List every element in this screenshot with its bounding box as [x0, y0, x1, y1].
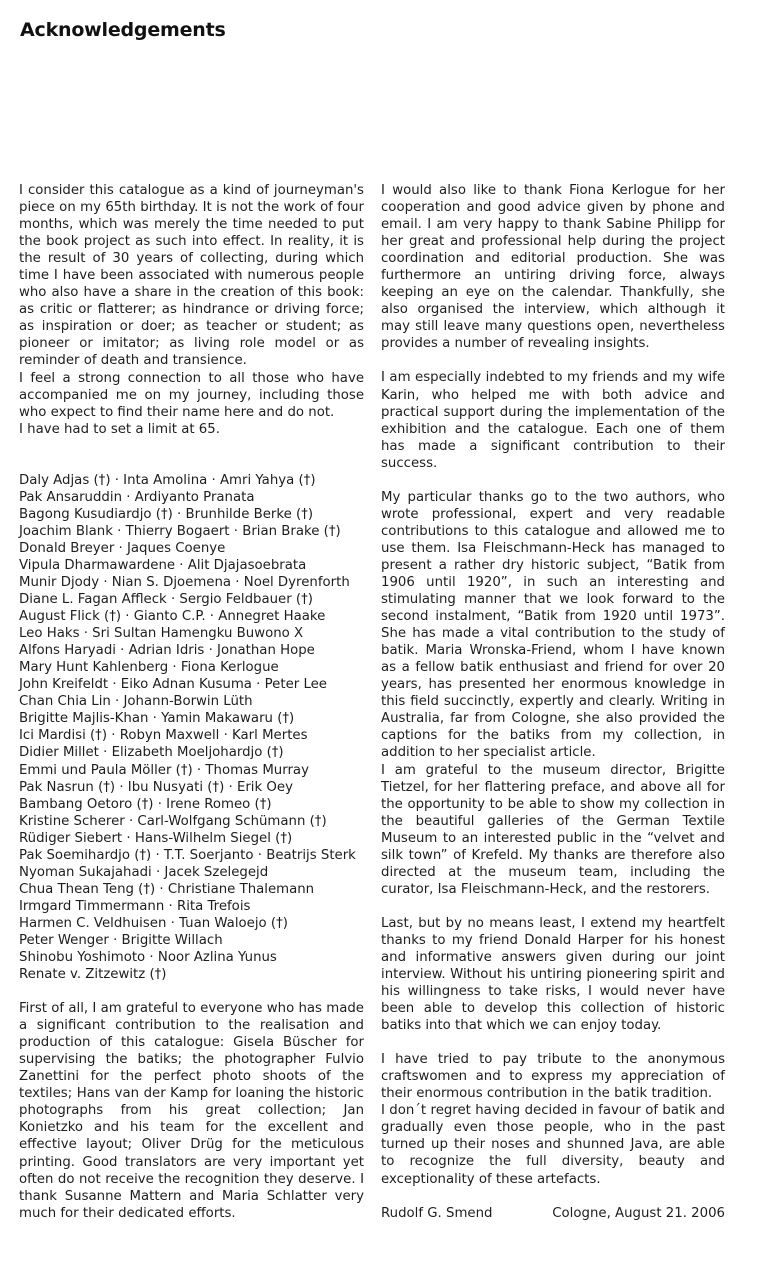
page-title: Acknowledgements	[20, 19, 226, 41]
names-line: Renate v. Zitzewitz (†)	[19, 967, 167, 983]
credits-paragraph: First of all, I am grateful to everyone who has made a significant contribution to the realisation and production of this catalogue: Gisela Büscher for supervising the batiks; the photographer Fulvio Zanettini for the perfect photo shoots of the textiles; Hans van der Kamp for loaning the historic photographs from his great collection; Jan Konietzko and his team for the excellent and effective layout; Oliver Drüg for the meticulous printing. Good translators are very important yet often do not receive the recognition they deserve. I thank Susanne Mattern and Maria Schlatter very much for their dedicated efforts.	[19, 1001, 364, 1221]
names-line: Irmgard Timmermann · Rita Trefois	[19, 898, 251, 914]
names-line: August Flick (†) · Gianto C.P. · Annegret Haake	[19, 609, 326, 625]
names-line: Donald Breyer · Jaques Coenye	[19, 540, 226, 556]
names-line: Pak Nasrun (†) · Ibu Nusyati (†) · Erik Oey	[19, 779, 293, 795]
names-line: Alfons Haryadi · Adrian Idris · Jonathan Hope	[19, 643, 315, 659]
body-paragraph: I don´t regret having decided in favour of batik and gradually even those people, who in the past turned up their noses and shunned Java, are able to recognize the full diversity, beauty and exceptionality of these artefacts.	[381, 1103, 725, 1187]
spacer	[381, 1034, 725, 1051]
body-paragraph: My particular thanks go to the two authors, who wrote professional, expert and very readable contributions to this catalogue and allowed me to use them. Isa Fleischmann-Heck has managed to present a rather dry historic subject, “Batik from 1906 until 1920”, in such an interesting and stimulating manner that we look forward to the second instalment, “Batik from 1920 until 1973”. She has made a vital contribution to the study of batik. Maria Wronska-Friend, whom I have known as a fellow batik enthusiast and friend for over 20 years, has presented her enormous knowledge in this field succinctly, expertly and clearly. Writing in Australia, far from Cologne, she also provided the captions for the batiks from my collection, in addition to her specialist article.	[381, 489, 725, 761]
body-paragraph: I would also like to thank Fiona Kerlogue for her cooperation and good advice given by phone and email. I am very happy to thank Sabine Philipp for her great and professional help during the project coordination and editorial production. She was furthermore an untiring driving force, always keeping an eye on the calendar. Thankfully, she also organised the interview, which although it may still leave many questions open, nevertheless provides a number of revealing insights.	[381, 183, 725, 352]
intro-paragraph: I have had to set a limit at 65.	[19, 421, 220, 437]
names-line: Mary Hunt Kahlenberg · Fiona Kerlogue	[19, 660, 279, 676]
names-line: Didier Millet · Elizabeth Moeljohardjo (†)	[19, 745, 284, 761]
names-line: Vipula Dharmawardene · Alit Djajasoebrata	[19, 557, 307, 573]
names-line: Ici Mardisi (†) · Robyn Maxwell · Karl Mertes	[19, 728, 308, 744]
author-signature: Rudolf G. Smend	[381, 1205, 493, 1221]
names-line: Bambang Oetoro (†) · Irene Romeo (†)	[19, 796, 272, 812]
right-column	[381, 182, 725, 1222]
names-line: Kristine Scherer · Carl-Wolfgang Schümann (†)	[19, 813, 327, 829]
spacer	[381, 472, 725, 489]
names-line: Chan Chia Lin · Johann-Borwin Lüth	[19, 694, 253, 710]
spacer	[381, 352, 725, 369]
names-line: Diane L. Fagan Affleck · Sergio Feldbauer (†)	[19, 592, 313, 608]
body-paragraph: I am grateful to the museum director, Brigitte Tietzel, for her flattering preface, and above all for the opportunity to be able to show my collection in the beautiful galleries of the German Textile Museum to an interested public in the “velvet and silk town” of Krefeld. My thanks are therefore also directed at the museum team, including the curator, Isa Fleischmann-Heck, and the restorers.	[381, 762, 725, 897]
names-line: Brigitte Majlis-Khan · Yamin Makawaru (†)	[19, 711, 295, 727]
intro-paragraph: I feel a strong connection to all those who have accompanied me on my journey, including those who expect to find their name here and do not.	[19, 370, 364, 420]
place-date: Cologne, August 21. 2006	[552, 1205, 725, 1221]
names-line: Emmi und Paula Möller (†) · Thomas Murray	[19, 762, 309, 778]
body-paragraph: Last, but by no means least, I extend my heartfelt thanks to my friend Donald Harper for his honest and informative answers given during our joint interview. Without his untiring pioneering spirit and his willingness to take risks, I would never have been able to develop this collection of historic batiks into that which we can enjoy today.	[381, 915, 725, 1034]
names-line: Chua Thean Teng (†) · Christiane Thalemann	[19, 881, 315, 897]
spacer	[381, 898, 725, 915]
body-paragraph: I am especially indebted to my friends and my wife Karin, who helped me with both advice and practical support during the implementation of the exhibition and the catalogue. Each one of them has made a significant contribution to their success.	[381, 370, 725, 471]
names-line: Bagong Kusudiardjo (†) · Brunhilde Berke (†)	[19, 506, 314, 522]
names-line: Leo Haks · Sri Sultan Hamengku Buwono X	[19, 626, 304, 642]
names-line: Peter Wenger · Brigitte Willach	[19, 932, 223, 948]
spacer	[19, 983, 364, 1000]
names-line: Joachim Blank · Thierry Bogaert · Brian Brake (†)	[19, 523, 341, 539]
left-column	[19, 182, 364, 1222]
names-line: John Kreifeldt · Eiko Adnan Kusuma · Peter Lee	[19, 677, 327, 693]
names-line: Nyoman Sukajahadi · Jacek Szelegejd	[19, 864, 269, 880]
names-line: Pak Ansaruddin · Ardiyanto Pranata	[19, 489, 255, 505]
names-line: Harmen C. Veldhuisen · Tuan Waloejo (†)	[19, 915, 288, 931]
names-line: Munir Djody · Nian S. Djoemena · Noel Dyrenforth	[19, 574, 350, 590]
intro-paragraph: I consider this catalogue as a kind of journeyman's piece on my 65th birthday. It is not the work of four months, which was merely the time needed to put the book project as such into effect. In reality, it is the result of 30 years of collecting, during which time I have been associated with numerous people who also have a share in the creation of this book: as critic or flatterer; as hindrance or driving force; as inspiration or doer; as teacher or student; as pioneer or imitator; as living role model or as reminder of death and transience.	[19, 183, 364, 369]
names-line: Pak Soemihardjo (†) · T.T. Soerjanto · Beatrijs Sterk	[19, 847, 356, 863]
spacer	[19, 438, 364, 472]
names-list	[19, 472, 364, 983]
body-paragraph: I have tried to pay tribute to the anonymous craftswomen and to express my appreciation of their enormous contribution in the batik tradition.	[381, 1052, 725, 1102]
names-line: Daly Adjas (†) · Inta Amolina · Amri Yahya (†)	[19, 472, 316, 488]
signature-row	[381, 1205, 725, 1222]
names-line: Rüdiger Siebert · Hans-Wilhelm Siegel (†)	[19, 830, 293, 846]
names-line: Shinobu Yoshimoto · Noor Azlina Yunus	[19, 950, 277, 966]
